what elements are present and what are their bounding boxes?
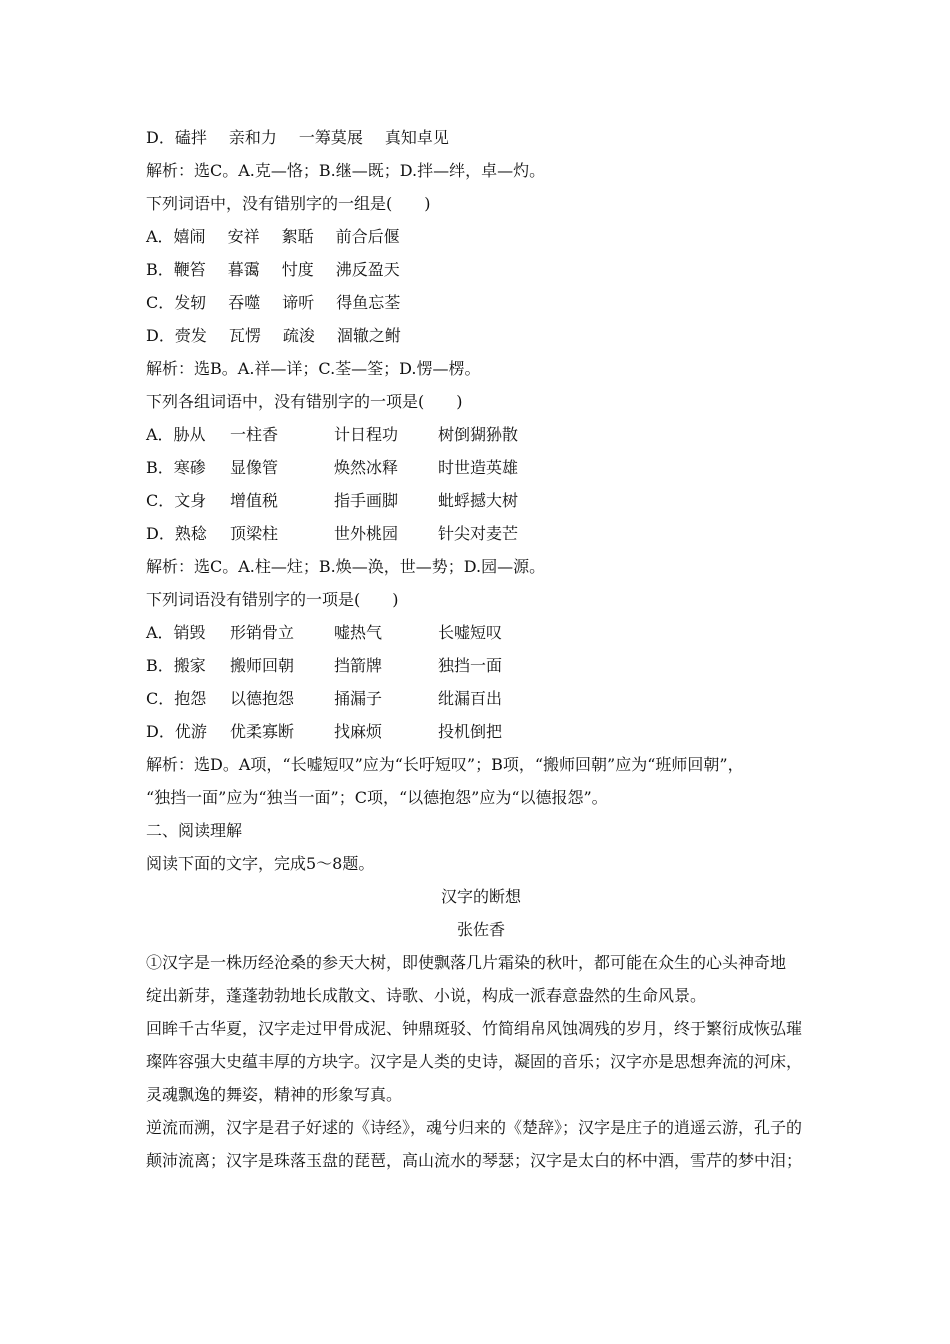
option-cell: 一柱香 [230, 425, 279, 444]
text-line: 下列词语中，没有错别字的一组是( ) [146, 194, 431, 213]
option-cell: 形销骨立 [230, 623, 295, 642]
option-cell: 沸反盈天 [335, 260, 400, 279]
option-line [146, 649, 816, 682]
option-cell: B．搬家 [146, 656, 206, 675]
option-cell: 絮聒 [281, 227, 314, 246]
option-cell: 纰漏百出 [438, 689, 503, 708]
option-cell: 谛听 [282, 293, 315, 312]
option-cell: 针尖对麦芒 [438, 524, 519, 543]
text-line: 解析：选D。A项，“长嘘短叹”应为“长吁短叹”；B项，“搬师回朝”应为“班师回朝”， [146, 755, 744, 774]
text-line: “独挡一面”应为“独当一面”；C项，“以德抱怨”应为“以德报怨”。 [146, 788, 608, 807]
option-cell: 显像管 [230, 458, 279, 477]
option-cell: B．寒碜 [146, 458, 206, 477]
text-line: 二、阅读理解 [146, 821, 243, 840]
option-line [146, 253, 816, 286]
option-line [146, 121, 816, 154]
option-line [146, 715, 816, 748]
text-line: 绽出新芽，蓬蓬勃勃地长成散文、诗歌、小说，构成一派春意盎然的生命风景。 [146, 986, 707, 1005]
text-line: 璨阵容强大史蕴丰厚的方块字。汉字是人类的史诗，凝固的音乐；汉字亦是思想奔流的河床， [146, 1052, 803, 1071]
option-cell: 计日程功 [334, 425, 399, 444]
text-line: 逆流而溯，汉字是君子好逑的《诗经》，魂兮归来的《楚辞》；汉字是庄子的逍遥云游，孔子的 [146, 1118, 803, 1137]
option-cell: 得鱼忘荃 [336, 293, 401, 312]
option-cell: 时世造英雄 [438, 458, 519, 477]
option-cell: 吞噬 [228, 293, 261, 312]
option-line [146, 286, 816, 319]
option-cell: 找麻烦 [334, 722, 383, 741]
text-line: 下列词语没有错别字的一项是( ) [146, 590, 399, 609]
option-line [146, 451, 816, 484]
option-cell: 焕然冰释 [334, 458, 399, 477]
option-cell: 以德抱怨 [230, 689, 295, 708]
option-cell: C．抱怨 [146, 689, 207, 708]
text-line: 解析：选B。A.祥—详；C.荃—筌；D.愣—楞。 [146, 359, 481, 378]
text-line: 颠沛流离；汉字是珠落玉盘的琵琶，高山流水的琴瑟；汉字是太白的杯中酒，雪芹的梦中泪； [146, 1151, 803, 1170]
option-cell: D．赍发 [146, 326, 207, 345]
option-cell: 安祥 [227, 227, 260, 246]
option-cell: 捅漏子 [334, 689, 383, 708]
option-cell: 搬师回朝 [230, 656, 295, 675]
option-cell: C．发轫 [146, 293, 207, 312]
option-cell: D．磕拌 [146, 128, 207, 147]
option-line [146, 616, 816, 649]
option-line [146, 319, 816, 352]
option-line [146, 682, 816, 715]
option-cell: 顶梁柱 [230, 524, 279, 543]
option-cell: 独挡一面 [438, 656, 503, 675]
option-cell: 指手画脚 [334, 491, 399, 510]
option-cell: 挡箭牌 [334, 656, 383, 675]
text-line: 下列各组词语中，没有错别字的一项是( ) [146, 392, 463, 411]
option-cell: A．销毁 [146, 623, 206, 642]
option-cell: 暮霭 [227, 260, 260, 279]
option-cell: 嘘热气 [334, 623, 383, 642]
option-line [146, 418, 816, 451]
option-line [146, 517, 816, 550]
option-line [146, 484, 816, 517]
option-cell: 一筹莫展 [298, 128, 363, 147]
option-cell: D．优游 [146, 722, 207, 741]
option-cell: 长嘘短叹 [438, 623, 503, 642]
option-cell: C．文身 [146, 491, 207, 510]
option-cell: 忖度 [281, 260, 314, 279]
option-cell: 蚍蜉撼大树 [438, 491, 519, 510]
option-line [146, 220, 816, 253]
option-cell: 疏浚 [282, 326, 315, 345]
option-cell: B．鞭笞 [146, 260, 206, 279]
option-cell: 优柔寡断 [230, 722, 295, 741]
option-cell: 投机倒把 [438, 722, 503, 741]
option-cell: A．胁从 [146, 425, 206, 444]
option-cell: 树倒猢狲散 [438, 425, 519, 444]
article-heading: 张佐香 [456, 920, 505, 939]
option-cell: 涸辙之鲋 [336, 326, 401, 345]
option-cell: 真知卓见 [384, 128, 449, 147]
text-line: ①汉字是一株历经沧桑的参天大树，即使飘落几片霜染的秋叶，都可能在众生的心头神奇地 [146, 953, 787, 972]
text-line: 回眸千古华夏，汉字走过甲骨成泥、钟鼎斑驳、竹简绢帛风蚀凋残的岁月，终于繁衍成恢弘璀 [146, 1019, 803, 1038]
option-cell: 前合后偃 [335, 227, 400, 246]
article-heading: 汉字的断想 [440, 887, 521, 906]
option-cell: 亲和力 [228, 128, 277, 147]
option-cell: 世外桃园 [334, 524, 399, 543]
text-line: 解析：选C。A.柱—炷；B.焕—涣，世—势；D.园—源。 [146, 557, 546, 576]
text-line: 阅读下面的文字，完成5～8题。 [146, 854, 375, 873]
document-body [146, 121, 816, 1177]
option-cell: A．嬉闹 [146, 227, 206, 246]
option-cell: 增值税 [230, 491, 279, 510]
option-cell: D．熟稔 [146, 524, 207, 543]
option-cell: 瓦愣 [228, 326, 261, 345]
text-line: 解析：选C。A.克—恪；B.继—既；D.拌—绊，卓—灼。 [146, 161, 546, 180]
text-line: 灵魂飘逸的舞姿，精神的形象写真。 [146, 1085, 403, 1104]
